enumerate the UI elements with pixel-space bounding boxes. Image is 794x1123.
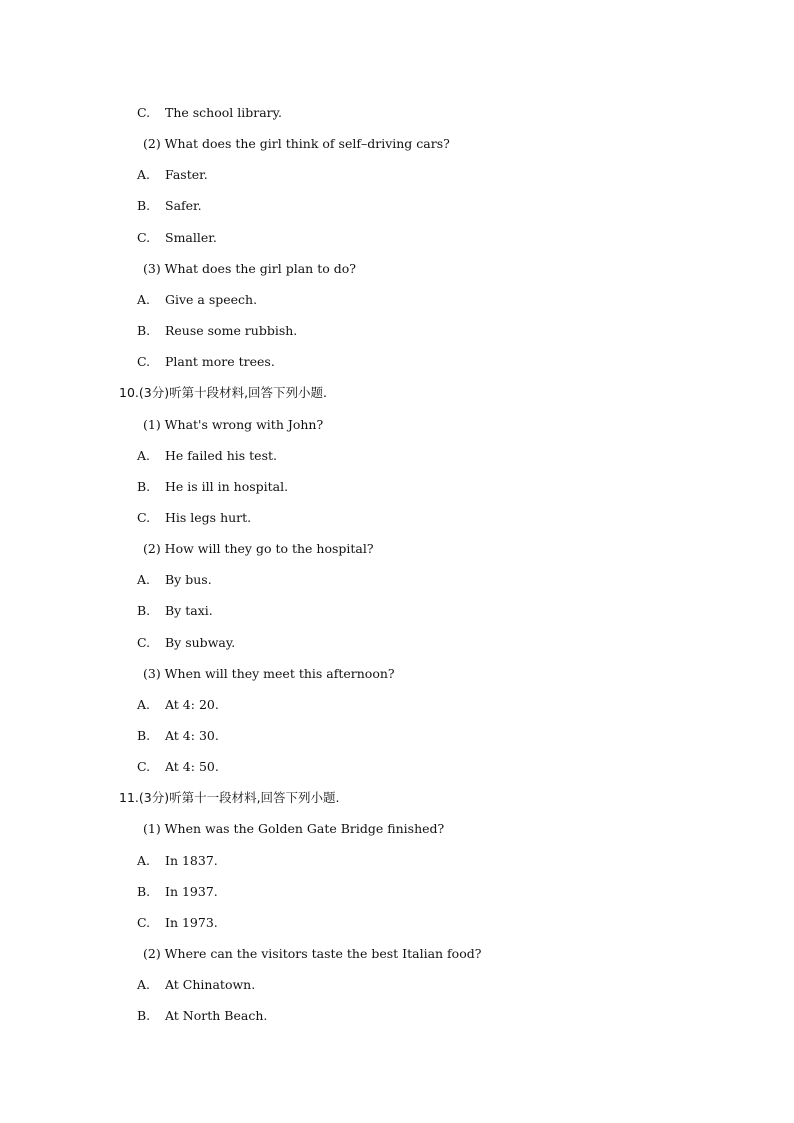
option-letter: C.: [137, 634, 151, 650]
option-text: At Chinatown.: [165, 977, 256, 993]
option-text: At 4: 20.: [165, 696, 219, 712]
answer-option: [137, 354, 275, 370]
option-letter: C.: [137, 105, 151, 120]
answer-option: [137, 479, 288, 495]
answer-option: [137, 510, 251, 526]
option-text: Safer.: [165, 198, 202, 214]
option-text: Smaller.: [165, 229, 217, 245]
answer-option: [137, 167, 208, 183]
option-text: Give a speech.: [165, 291, 258, 307]
option-text: In 1937.: [165, 883, 218, 899]
option-letter: B.: [137, 883, 151, 899]
answer-option: [137, 853, 218, 869]
sub-question: (1) When was the Golden Gate Bridge finished?: [143, 821, 445, 837]
answer-option: [137, 1008, 267, 1024]
option-letter: A.: [137, 696, 151, 712]
option-letter: B.: [137, 728, 151, 743]
question-heading: 11.(3分)听第十一段材料,回答下列小题.: [119, 790, 340, 806]
answer-option: [137, 448, 277, 464]
question-heading: 10.(3分)听第十段材料,回答下列小题.: [119, 385, 328, 401]
option-text: Reuse some rubbish.: [165, 323, 298, 339]
option-text: By subway.: [165, 634, 236, 650]
option-text: At 4: 50.: [165, 759, 219, 775]
option-letter: B.: [137, 1008, 151, 1024]
option-letter: A.: [137, 291, 151, 307]
option-text: By bus.: [165, 572, 212, 588]
option-text: By taxi.: [165, 603, 213, 619]
answer-option: [137, 198, 202, 214]
option-letter: B.: [137, 323, 151, 339]
sub-question: (1) What's wrong with John?: [143, 416, 324, 432]
option-text: At North Beach.: [165, 1008, 268, 1024]
answer-option: [137, 728, 219, 744]
option-text: He failed his test.: [165, 447, 277, 463]
option-letter: C.: [137, 914, 151, 930]
option-letter: A.: [137, 852, 151, 868]
sub-question: (3) When will they meet this afternoon?: [143, 665, 395, 681]
answer-option: [137, 635, 235, 651]
answer-option: [137, 759, 219, 775]
option-letter: A.: [137, 572, 151, 588]
option-text: The school library.: [165, 105, 283, 120]
option-letter: A.: [137, 167, 151, 183]
answer-option: [137, 572, 212, 588]
answer-option: [137, 323, 297, 339]
option-letter: B.: [137, 198, 151, 214]
answer-option: [137, 230, 217, 246]
option-text: His legs hurt.: [165, 509, 252, 525]
answer-option: [137, 105, 282, 121]
option-text: Faster.: [165, 167, 208, 183]
option-letter: A.: [137, 447, 151, 463]
sub-question: (3) What does the girl plan to do?: [143, 260, 356, 276]
option-text: Plant more trees.: [165, 354, 275, 370]
answer-option: [137, 915, 218, 931]
answer-option: [137, 977, 255, 993]
option-letter: C.: [137, 509, 151, 525]
option-letter: C.: [137, 229, 151, 245]
option-letter: C.: [137, 759, 151, 775]
option-letter: C.: [137, 354, 151, 370]
option-text: He is ill in hospital.: [165, 478, 289, 494]
option-text: In 1837.: [165, 852, 218, 868]
answer-option: [137, 697, 219, 713]
sub-question: (2) Where can the visitors taste the best Italian food?: [143, 946, 482, 962]
option-letter: B.: [137, 603, 151, 619]
option-text: In 1973.: [165, 914, 218, 930]
answer-option: [137, 603, 213, 619]
answer-option: [137, 292, 257, 308]
sub-question: (2) How will they go to the hospital?: [143, 541, 374, 557]
sub-question: (2) What does the girl think of self–driving cars?: [143, 136, 450, 152]
option-text: At 4: 30.: [165, 728, 219, 743]
answer-option: [137, 884, 218, 900]
option-letter: B.: [137, 478, 151, 494]
option-letter: A.: [137, 977, 151, 993]
